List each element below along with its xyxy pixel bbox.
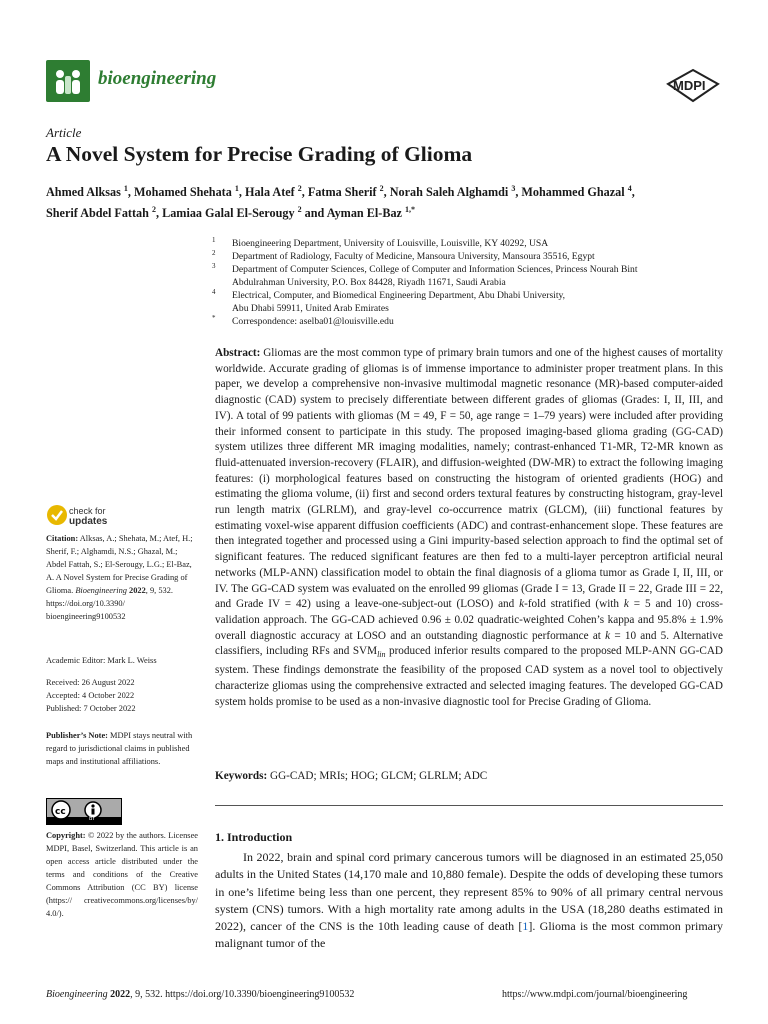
footer-citation	[46, 989, 354, 1000]
check-for-updates-label[interactable]	[69, 506, 107, 527]
abstract-italic-k: k	[623, 598, 629, 611]
introduction-paragraph	[215, 849, 723, 953]
journal-logo	[46, 60, 90, 102]
citation-doi[interactable]: , 9, 532. https://doi.org/10.3390/ bioengineering9100532	[46, 586, 174, 621]
citation-text: Alksas, A.; Shehata, M.; Atef, H.; Sherif, F.; Alghamdi, N.S.; Ghazal, M.; Abdel Fattah, S.; El-Serougy, L.G.; El-Baz, A. A Novel System for Precise Grading of Glioma.	[46, 534, 193, 595]
author-line-2: Sherif Abdel Fattah $^2$, Lamiaa Galal El-Serougy $^2$ and Ayman El-Baz $^{1,*}$	[46, 205, 416, 221]
date-received: Received: 26 August 2022	[46, 678, 135, 687]
journal-name[interactable]: bioengineering	[98, 68, 217, 89]
abstract	[215, 346, 723, 710]
affiliation-text	[232, 289, 732, 315]
abstract-label: Abstract:	[215, 347, 261, 359]
author-affiliation-marker: 2	[297, 184, 302, 193]
publisher-note-text: MDPI stays neutral with regard to jurisdictional claims in published maps and institutional affiliations.	[46, 731, 193, 766]
author-name[interactable]: Norah Saleh Alghamdi	[389, 185, 512, 200]
author-affiliation-marker: 2	[379, 184, 384, 193]
affiliation-number: 2	[212, 249, 216, 257]
footer-journal-url[interactable]: https://www.mdpi.com/journal/bioengineering	[502, 989, 688, 1000]
author-affiliation-marker: 1,*	[405, 205, 416, 215]
affiliation-text	[232, 237, 732, 250]
check-for-updates-icon[interactable]	[46, 504, 68, 526]
abstract-italic-k: k	[519, 598, 525, 611]
abstract-text: = 5 and 10) cross-validation approach. The GG-CAD achieved 0.96 ± 0.02 quadratic-weighted Cohen’s kappa and 95.8% ± 1.9% overall diagnostic accuracy at LOSO and an outstanding diagnostic performance at	[215, 598, 724, 642]
publisher-note	[46, 729, 198, 768]
reference-link[interactable]: 1	[522, 919, 529, 934]
footer-doi[interactable]: , 9, 532. https://doi.org/10.3390/bioengineering9100532	[130, 989, 355, 1000]
check-text-line: updates	[69, 516, 108, 527]
keywords	[215, 770, 723, 782]
author-name[interactable]: Ayman El-Baz	[326, 206, 406, 221]
affiliation-line: Department of Computer Sciences, College of Computer and Information Sciences, Princess Nourah Bint	[232, 264, 638, 275]
author-affiliation-marker: 2	[151, 205, 156, 215]
author-name[interactable]: Mohammed Ghazal	[521, 185, 628, 200]
affiliation-number: 3	[212, 262, 216, 270]
date-published: Published: 7 October 2022	[46, 704, 136, 713]
affiliation-text	[232, 250, 732, 263]
keywords-label: Keywords:	[215, 770, 268, 782]
keywords-text: GG-CAD; MRIs; HOG; GLCM; GLRLM; ADC	[270, 770, 488, 782]
author-name[interactable]: Fatma Sherif	[307, 185, 380, 200]
abstract-text: -fold stratified (with	[524, 598, 624, 611]
abstract-italic-k: k	[605, 629, 611, 642]
svg-text:cc: cc	[55, 807, 66, 817]
publisher-name: MDPI	[673, 78, 706, 93]
affiliation-line: Correspondence: aselba01@louisville.edu	[232, 316, 394, 327]
date-accepted: Accepted: 4 October 2022	[46, 691, 135, 700]
section-divider	[215, 805, 723, 806]
section-heading-introduction: 1. Introduction	[215, 830, 293, 844]
affiliation-text	[232, 315, 732, 328]
abstract-text: Gliomas are the most common type of primary brain tumors and one of the highest causes of mortality worldwide. Accurate grading of gliomas is of immense importance to administer proper treatment plans. In this paper, we develop a comprehensive non-invasive multimodal magnetic resonance (MR)-based computer-aided diagnostic (CAD) system to precisely differentiate between different grades of gliomas (Grades: I, II, III, and IV). A total of 99 patients with gliomas (M = 49, F = 50, age range = 1–79 years) were included after providing their informed consent to participate in this study. The proposed imaging-based glioma grading (GG-CAD) system utilizes three different MR imaging modalities, namely; contrast-enhanced T1-MR, T2-MR known as fluid-attenuated inversion-recovery (FLAIR), and diffusion-weighted (DW-MR) to extract the following imaging features: (i) morphological features based on constructing the histogram of oriented gradients (HOG) and estimating the glioma volume, (ii) first and second orders textural features by constructing histogram, gray-level run length matrix (GLRLM), and gray-level co-occurrence matrix (GLCM), (iii) functional features by estimating voxel-wise apparent diffusion coefficients (ADC) and contrast-enhancement slope. These features are then integrated together and processed using a Gini impurity-based selection approach to find the optimal set of significant features. The reduced significant features are then fed to a multi-layer perceptron artificial neural networks (MLP-ANN) classification model to obtain the final diagnosis of a glioma tumor as Grade I, II, III, or IV. The GG-CAD system was evaluated on the enrolled 99 gliomas (Grade I = 13, Grade II = 22, Grade III = 22, and Grade IV = 42) using a leave-one-subject-out (LOSO) and	[215, 347, 724, 611]
author-name[interactable]: Mohamed Shehata	[133, 185, 235, 200]
author-affiliation-marker: 2	[297, 205, 302, 215]
abstract-text: = 10 and 5. Alternative classifiers, including RFs and SVM	[215, 629, 723, 658]
copyright-label: Copyright:	[46, 831, 86, 840]
copyright-block	[46, 829, 198, 920]
intro-text: ]. Glioma is the most common primary malignant tumor of the	[215, 919, 723, 951]
author-name[interactable]: Sherif Abdel Fattah	[46, 206, 152, 221]
author-list	[46, 180, 736, 222]
affiliation-line: Department of Radiology, Faculty of Medicine, Mansoura University, Mansoura 35516, Egypt	[232, 251, 595, 262]
author-affiliation-marker: 1	[234, 184, 239, 193]
affiliation-number: 4	[212, 288, 216, 296]
citation-block	[46, 532, 198, 623]
author-name[interactable]: Hala Atef	[244, 185, 298, 200]
author-line-1: Ahmed Alksas $^1$, Mohamed Shehata $^1$, Hala Atef $^2$, Fatma Sherif $^2$, Norah Saleh Alghamdi $^3$, Mohammed Ghazal $^4$,	[46, 184, 635, 200]
cc-by-license-badge[interactable]	[46, 798, 122, 825]
article-type: Article	[46, 125, 82, 140]
author-name[interactable]: Ahmed Alksas	[46, 185, 124, 200]
affiliation-line: Bioengineering Department, University of Louisville, Louisville, KY 40292, USA	[232, 238, 549, 249]
publisher-note-label: Publisher’s Note:	[46, 731, 108, 740]
author-affiliation-marker: 4	[627, 184, 632, 193]
abstract-text: produced inferior results compared to the proposed MLP-ANN GG-CAD system. These findings demonstrate the feasibility of the proposed CAD system as a novel tool to objectively characterize gliomas using the comprehensive extracted and selected imaging features. The developed GG-CAD system holds promise to be used as a non-invasive diagnostic tool for Precise Grading of Glioma.	[215, 645, 724, 708]
svm-subscript: lin	[377, 650, 386, 660]
article-title: A Novel System for Precise Grading of Glioma	[46, 142, 473, 166]
author-affiliation-marker: 3	[511, 184, 516, 193]
dates-block	[46, 676, 198, 715]
license-badge-text: BY	[89, 816, 96, 822]
bioengineering-logo-icon	[46, 60, 90, 102]
author-affiliation-marker: 1	[123, 184, 128, 193]
affiliation-text	[232, 263, 732, 289]
affiliation-number: *	[212, 314, 216, 322]
affiliation-number: 1	[212, 236, 216, 244]
citation-journal: Bioengineering	[75, 586, 127, 595]
affiliation-line: Abu Dhabi 59911, United Arab Emirates	[232, 303, 389, 314]
citation-year: 2022	[129, 586, 146, 595]
affiliation-line: Electrical, Computer, and Biomedical Engineering Department, Abu Dhabi University,	[232, 290, 566, 301]
author-name[interactable]: Lamiaa Galal El-Serougy	[162, 206, 298, 221]
intro-text: In 2022, brain and spinal cord primary cancerous tumors will be diagnosed in an estimated 25,050 adults in the United States (14,170 male and 10,880 female). Despite the odds of developing these tumors in one’s lifetime being less than one percent, they represent 85% to 90% of all primary central nervous system (CNS) tumors. With a high mortality rate among adults in the USA (18,280 deaths estimated in 2022), cancer of the CNS is the 10th leading cause of death [	[215, 850, 723, 934]
copyright-text: © 2022 by the authors. Licensee MDPI, Basel, Switzerland. This article is an open access article distributed under the terms and conditions of the Creative Commons Attribution (CC BY) license (https:// creativecommons.org/licenses/by/ 4.0/).	[46, 831, 198, 918]
footer-journal: Bioengineering	[46, 989, 108, 1000]
academic-editor: Academic Editor: Mark L. Weiss	[46, 656, 157, 665]
affiliation-line: Abdulrahman University, P.O. Box 84428, Riyadh 11671, Saudi Arabia	[232, 277, 506, 288]
footer-year: 2022	[110, 989, 131, 1000]
citation-label: Citation:	[46, 534, 79, 543]
check-text-line: check for	[69, 506, 106, 516]
